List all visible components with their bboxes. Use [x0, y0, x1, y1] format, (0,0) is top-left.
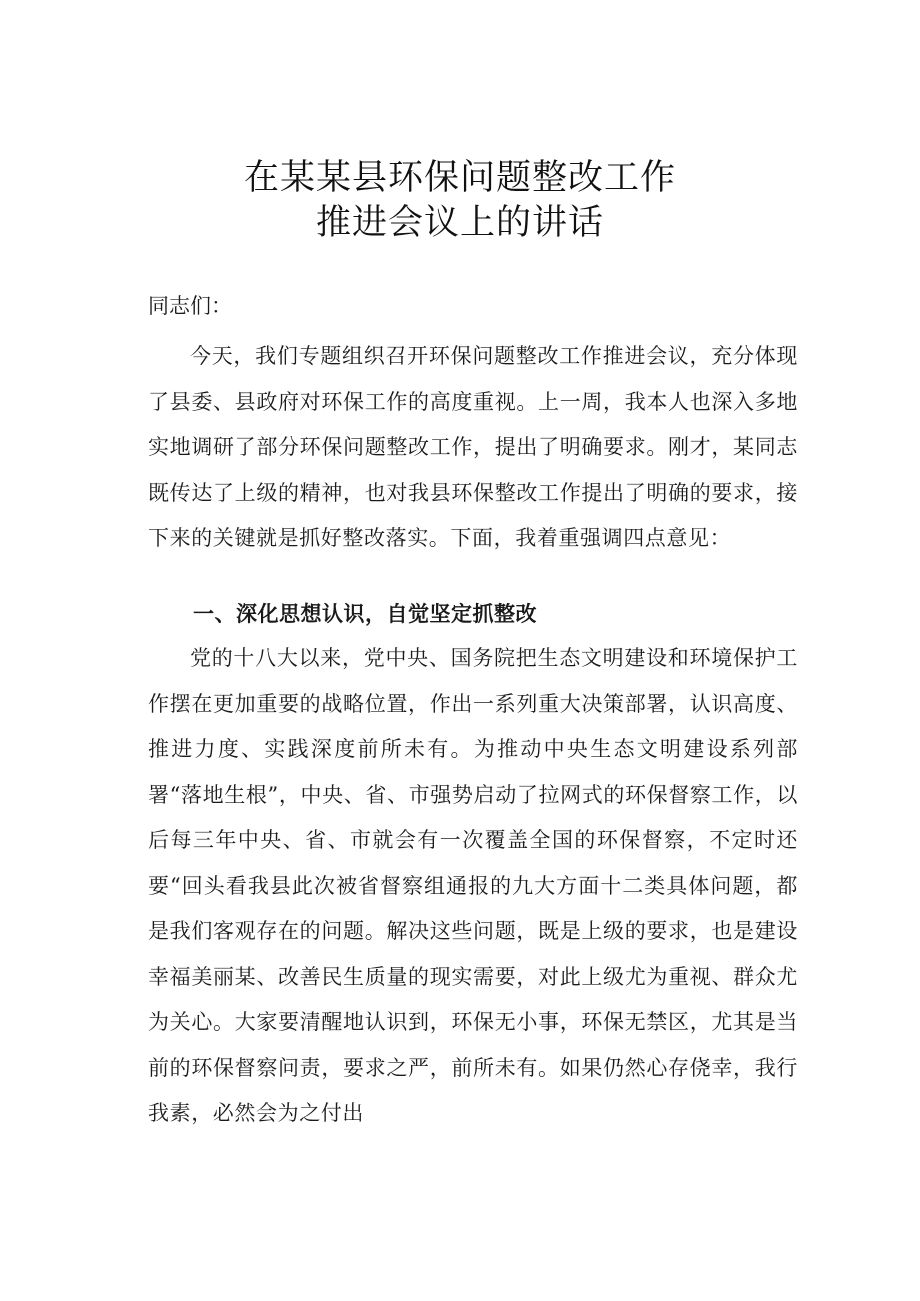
- paragraph-section-1: 党的十八大以来，党中央、国务院把生态文明建设和环境保护工作摆在更加重要的战略位置，作出一系列重大决策部署，认识高度、推进力度、实践深度前所未有。为推动中央生态文明建设系列部署“落地生根”，中央、省、市强势启动了拉网式的环保督察工作，以后每三年中央、省、市就会有一次覆盖全国的环保督察，不定时还要“回头看我县此次被省督察组通报的九大方面十二类具体问题，都是我们客观存在的问题。解决这些问题，既是上级的要求，也是建设幸福美丽某、改善民生质量的现实需要，对此上级尤为重视、群众尤为关心。大家要清醒地认识到，环保无小事，环保无禁区，尤其是当前的环保督察问责，要求之严，前所未有。如果仍然心存侥幸，我行我素，必然会为之付出: [148, 646, 798, 1125]
- section-heading-1: 一、深化思想认识，自觉坚定抓整改: [193, 602, 537, 626]
- document-title-line-1: 在某某县环保问题整改工作: [243, 158, 676, 198]
- paragraph-intro: 今天，我们专题组织召开环保问题整改工作推进会议，充分体现了县委、县政府对环保工作的高度重视。上一周，我本人也深入多地实地调研了部分环保问题整改工作，提出了明确要求。刚才，某同志既传达了上级的精神，也对我县环保整改工作提出了明确的要求，接下来的关键就是抓好整改落实。下面，我着重强调四点意见：: [148, 344, 798, 550]
- salutation: 同志们：: [148, 294, 232, 318]
- document-title-line-2: 推进会议上的讲话: [315, 203, 604, 243]
